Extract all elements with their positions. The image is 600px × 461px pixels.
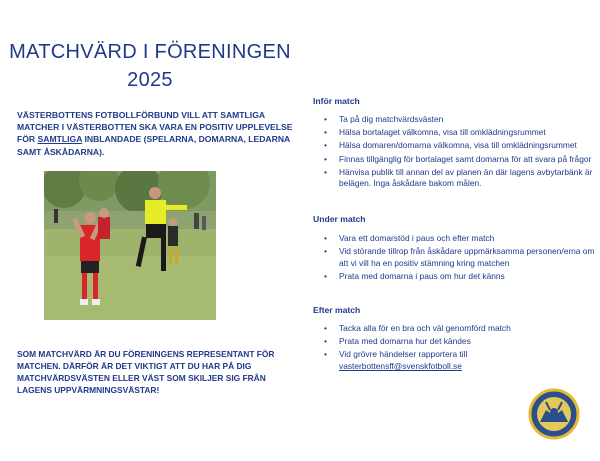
list-item: • Finnas tillgänglig för bortalaget samt domarna för att svara på frågor xyxy=(339,154,600,166)
section-heading-during: Under match xyxy=(313,214,366,224)
section-heading-after: Efter match xyxy=(313,305,361,315)
list-item: • Ta på dig matchvärdsvästen xyxy=(339,114,600,126)
intro-text: VÄSTERBOTTENS FOTBOLLFÖRBUND VILL ATT SAMTLIGA MATCHER I VÄSTERBOTTEN SKA VARA EN POSITIV UPPLEVELSE FÖR SAMTLIGA INBLANDADE (SPELARNA, DOMARNA, LEDARNA SAMT ÅSKÅDARNA). xyxy=(17,110,293,157)
report-email-link[interactable]: vasterbottensff@svenskfotboll.se xyxy=(339,360,462,371)
intro-underlined: SAMTLIGA xyxy=(37,134,83,145)
section-heading-before: Inför match xyxy=(313,96,360,106)
page-year: 2025 xyxy=(127,69,173,91)
list-item: • Vara ett domarstöd i paus och efter match xyxy=(339,233,600,245)
page-title: MATCHVÄRD I FÖRENINGEN xyxy=(9,41,291,63)
list-item: • Hälsa domaren/domarna välkomna, visa till omklädningsrummet xyxy=(339,140,600,152)
list-after-match xyxy=(313,323,600,374)
vest-notice: SOM MATCHVÄRD ÄR DU FÖRENINGENS REPRESENTANT FÖR MATCHEN. DÄRFÖR ÄR DET VIKTIGT ATT DU HAR PÅ DIG MATCHVÄRDSVÄSTEN ELLER VÄST SOM SKILJER SIG FRÅN LAGENS UPPVÄRMNINGSVÄSTAR! xyxy=(17,349,275,395)
federation-logo xyxy=(528,388,580,440)
list-item: • Hälsa bortalaget välkomna, visa till omklädningsrummet xyxy=(339,127,600,139)
list-item: • Prata med domarna i paus om hur det känns xyxy=(339,271,600,283)
list-item: • Vid grövre händelser rapportera till vasterbottensff@svenskfotboll.se xyxy=(339,349,600,372)
list-item: • Hänvisa publik till annan del av planen än där lagens avbytarbänk är belägen. Inga åskådare bakom målen. xyxy=(339,167,600,190)
list-item: • Vid störande tillrop från åskådare uppmärksamma personen/erna om att vi vill ha en positiv stämning kring matchen xyxy=(339,246,600,269)
list-item: • Tacka alla för en bra och väl genomförd match xyxy=(339,323,600,335)
list-item: • Prata med domarna hur det kändes xyxy=(339,336,600,348)
list-during-match xyxy=(313,233,600,284)
football-match-photo xyxy=(44,171,216,320)
list-before-match xyxy=(313,114,600,192)
